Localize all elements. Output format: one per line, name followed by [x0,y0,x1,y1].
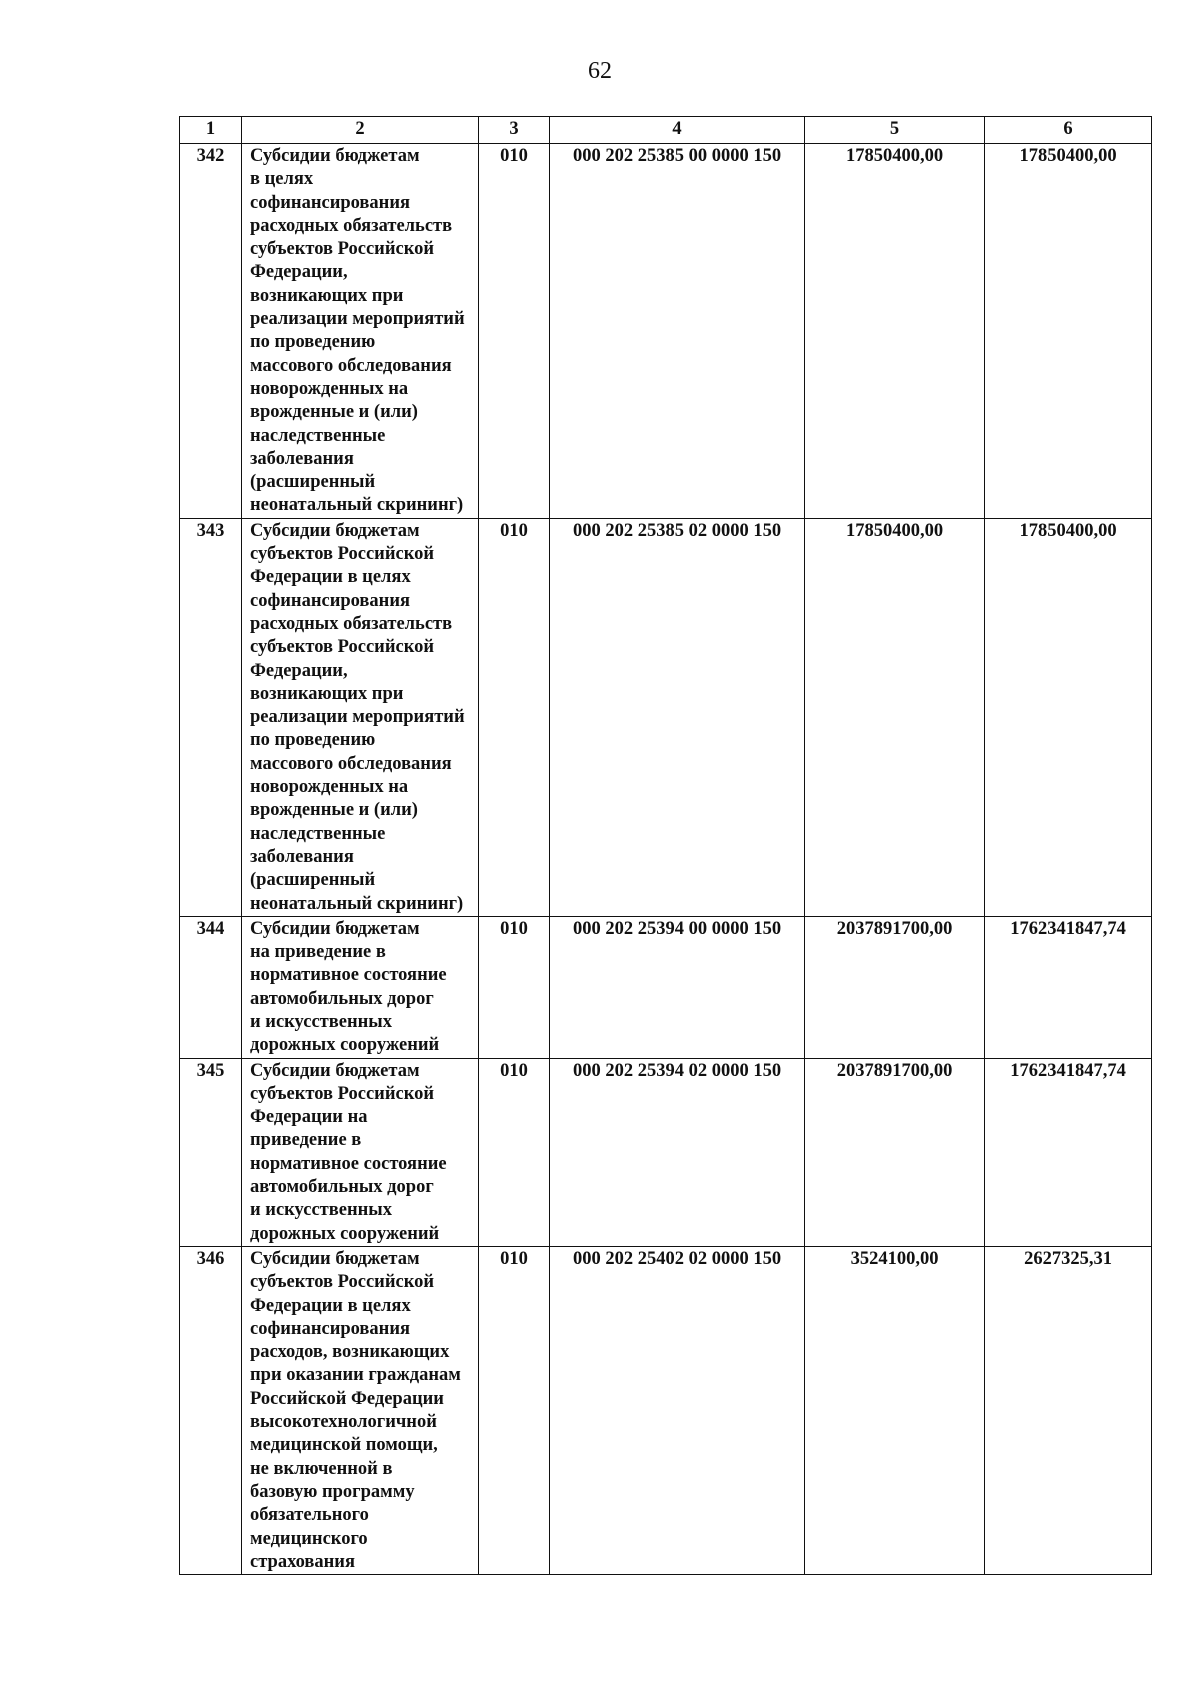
row-amount-actual: 1762341847,74 [985,916,1152,1058]
row-code: 010 [479,1058,550,1246]
budget-table [179,116,1152,1575]
row-description: Субсидии бюджетам субъектов Российской Федерации в целях софинансирования расходов, возникающих при оказании гражданам Российской Федерации высокотехнологичной медицинской помощи, не включенной в базовую программу обязательного медицинского страхования [242,1246,479,1574]
column-header-4: 4 [550,117,805,144]
row-amount-planned: 17850400,00 [805,144,985,519]
table-row [180,144,1152,519]
row-budget-code: 000 202 25385 02 0000 150 [550,518,805,916]
row-number: 344 [180,916,242,1058]
row-number: 346 [180,1246,242,1574]
column-header-2: 2 [242,117,479,144]
page-number: 62 [588,58,612,84]
row-description: Субсидии бюджетам субъектов Российской Федерации в целях софинансирования расходных обязательств субъектов Российской Федерации, возникающих при реализации мероприятий по проведению массового обследования новорожденных на врожденные и (или) наследственные заболевания (расширенный неонатальный скрининг) [242,518,479,916]
row-amount-actual: 1762341847,74 [985,1058,1152,1246]
row-description: Субсидии бюджетам субъектов Российской Федерации на приведение в нормативное состояние автомобильных дорог и искусственных дорожных сооружений [242,1058,479,1246]
row-budget-code: 000 202 25394 00 0000 150 [550,916,805,1058]
column-header-6: 6 [985,117,1152,144]
row-number: 343 [180,518,242,916]
row-amount-planned: 2037891700,00 [805,1058,985,1246]
column-header-5: 5 [805,117,985,144]
table-row [180,1058,1152,1246]
table-row [180,1246,1152,1574]
row-amount-actual: 17850400,00 [985,144,1152,519]
row-description: Субсидии бюджетам в целях софинансирования расходных обязательств субъектов Российской Федерации, возникающих при реализации мероприятий по проведению массового обследования новорожденных на врожденные и (или) наследственные заболевания (расширенный неонатальный скрининг) [242,144,479,519]
table-row [180,518,1152,916]
row-code: 010 [479,1246,550,1574]
table-header-row [180,117,1152,144]
row-amount-actual: 17850400,00 [985,518,1152,916]
row-amount-actual: 2627325,31 [985,1246,1152,1574]
row-number: 342 [180,144,242,519]
table-row [180,916,1152,1058]
row-budget-code: 000 202 25394 02 0000 150 [550,1058,805,1246]
row-amount-planned: 17850400,00 [805,518,985,916]
row-description: Субсидии бюджетам на приведение в нормативное состояние автомобильных дорог и искусственных дорожных сооружений [242,916,479,1058]
row-code: 010 [479,916,550,1058]
row-budget-code: 000 202 25402 02 0000 150 [550,1246,805,1574]
column-header-1: 1 [180,117,242,144]
row-amount-planned: 2037891700,00 [805,916,985,1058]
row-budget-code: 000 202 25385 00 0000 150 [550,144,805,519]
row-code: 010 [479,518,550,916]
row-code: 010 [479,144,550,519]
row-number: 345 [180,1058,242,1246]
row-amount-planned: 3524100,00 [805,1246,985,1574]
column-header-3: 3 [479,117,550,144]
